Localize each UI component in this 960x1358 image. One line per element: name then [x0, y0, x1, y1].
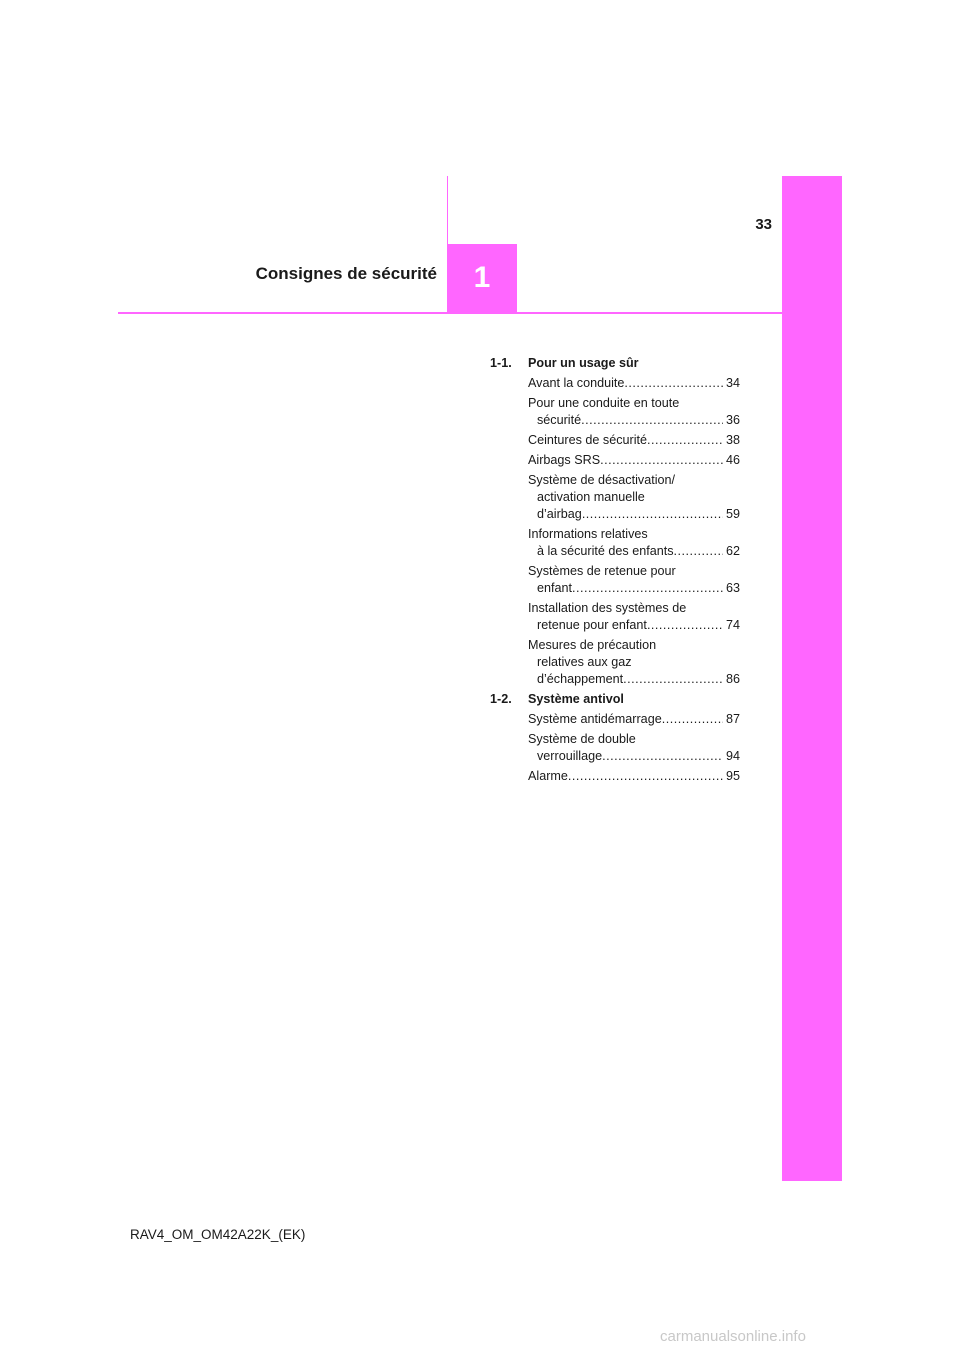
toc-entry-text: Pour une conduite en toute [528, 396, 680, 410]
toc-page-number: 38 [725, 433, 740, 447]
toc-entry-line [528, 472, 740, 489]
footer-code: RAV4_OM_OM42A22K_(EK) [130, 1227, 306, 1242]
toc-entry-line [528, 617, 740, 634]
chapter-side-tab [782, 176, 842, 1181]
toc-page-number: 94 [725, 749, 740, 763]
toc-entry-text: Systèmes de retenue pour [528, 564, 676, 578]
toc-leader-dots [623, 671, 723, 688]
toc-leader-dots [624, 375, 723, 392]
toc-entry-line [528, 375, 740, 392]
toc-entry-line [528, 711, 740, 728]
toc-entry-text: Système de désactivation/ [528, 473, 676, 487]
toc-leader-dots [602, 748, 723, 765]
header-rule [118, 312, 782, 314]
table-of-contents [490, 355, 740, 788]
toc-entry-text: enfant [537, 581, 573, 595]
toc-entry[interactable] [528, 375, 740, 392]
toc-entry[interactable] [528, 768, 740, 785]
toc-entry[interactable] [528, 395, 740, 429]
header-vertical-rule [447, 176, 448, 244]
toc-entry-text: d’échappement [537, 672, 624, 686]
toc-page-number: 34 [725, 376, 740, 390]
toc-entry-line [528, 768, 740, 785]
toc-page-number: 62 [725, 544, 740, 558]
toc-page-number: 86 [725, 672, 740, 686]
toc-entry-line [528, 452, 740, 469]
toc-entry-line [528, 731, 740, 748]
toc-page-number: 59 [725, 507, 740, 521]
toc-entry[interactable] [528, 711, 740, 728]
toc-entry-line [528, 600, 740, 617]
toc-entry-line [528, 506, 740, 523]
toc-entry[interactable] [528, 600, 740, 634]
toc-leader-dots [647, 617, 723, 634]
toc-entry-text: Système antidémarrage [528, 712, 662, 726]
chapter-number: 1 [473, 261, 491, 294]
toc-page-number: 87 [725, 712, 740, 726]
toc-leader-dots [572, 580, 723, 597]
toc-entry-text: retenue pour enfant [537, 618, 647, 632]
toc-entry-line [528, 432, 740, 449]
toc-entry-text: Ceintures de sécurité [528, 433, 648, 447]
toc-entry[interactable] [528, 637, 740, 688]
toc-entry-line [528, 526, 740, 543]
toc-entry[interactable] [528, 526, 740, 560]
toc-entry-text: à la sécurité des enfants [537, 544, 674, 558]
toc-leader-dots [600, 452, 723, 469]
toc-section-title[interactable]: Pour un usage sûr [528, 356, 639, 370]
toc-page-number: 95 [725, 769, 740, 783]
toc-entry-line [528, 637, 740, 654]
toc-section-heading [490, 691, 740, 708]
toc-page-number: 46 [725, 453, 740, 467]
toc-section-title[interactable]: Système antivol [528, 692, 624, 706]
toc-entry[interactable] [528, 472, 740, 523]
toc-page-number: 36 [725, 413, 740, 427]
toc-entry-line [528, 580, 740, 597]
watermark: carmanualsonline.info [660, 1328, 806, 1345]
toc-entry-text: Installation des systèmes de [528, 601, 687, 615]
toc-entry-line [528, 395, 740, 412]
toc-entry[interactable] [528, 563, 740, 597]
toc-entry[interactable] [528, 452, 740, 469]
toc-leader-dots [568, 768, 723, 785]
toc-entry-text: Informations relatives [528, 527, 648, 541]
toc-section-number: 1-1. [490, 356, 512, 370]
toc-entry-text: Airbags SRS [528, 453, 601, 467]
toc-entry-text: Mesures de précaution [528, 638, 657, 652]
toc-leader-dots [582, 506, 723, 523]
toc-entry-line [528, 654, 740, 671]
page-number: 33 [755, 216, 772, 233]
toc-page-number: 74 [725, 618, 740, 632]
toc-entry-text: activation manuelle [537, 490, 645, 504]
toc-leader-dots [662, 711, 723, 728]
toc-entry-text: relatives aux gaz [537, 655, 632, 669]
toc-entry-text: verrouillage [537, 749, 603, 763]
toc-entry[interactable] [528, 432, 740, 449]
toc-entry-line [528, 671, 740, 688]
toc-entry-line [528, 748, 740, 765]
toc-entry-line [528, 563, 740, 580]
toc-entry[interactable] [528, 731, 740, 765]
toc-entry-text: Avant la conduite [528, 376, 625, 390]
toc-leader-dots [674, 543, 723, 560]
toc-section-heading [490, 355, 740, 372]
toc-entry-text: sécurité [537, 413, 582, 427]
toc-entry-text: Alarme [528, 769, 568, 783]
toc-entry-text: Système de double [528, 732, 636, 746]
chapter-number-box [447, 244, 517, 312]
toc-leader-dots [647, 432, 723, 449]
toc-page-number: 63 [725, 581, 740, 595]
toc-entry-text: d’airbag [537, 507, 582, 521]
toc-leader-dots [581, 412, 723, 429]
toc-entry-line [528, 489, 740, 506]
toc-entry-line [528, 543, 740, 560]
toc-entry-line [528, 412, 740, 429]
chapter-title: Consignes de sécurité [255, 264, 437, 283]
toc-section-number: 1-2. [490, 692, 512, 706]
